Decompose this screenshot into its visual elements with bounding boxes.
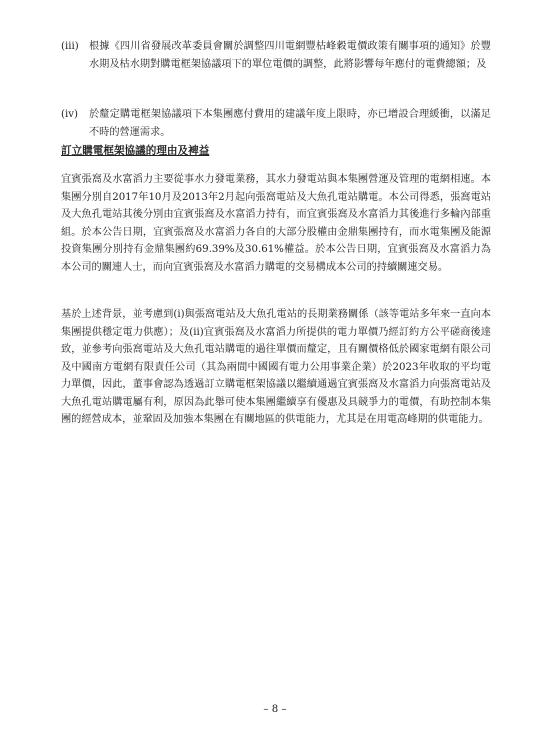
list-item-iii [61,38,491,73]
list-item-text: 根據《四川省發展改革委員會關於調整四川電網豐枯峰穀電價政策有關事項的通知》於豐水期及枯水期對購電框架協議項下的單位電價的調整，此將影響每年應付的電費總額；及 [89,41,491,70]
section-heading: 訂立購電框架協議的理由及裨益 [61,145,210,157]
list-item-number: (iv) [61,109,78,120]
body-paragraph-2: 基於上述背景，並考慮到(i)與張窩電站及大魚孔電站的長期業務關係（該等電站多年來一直向本集團提供穩定電力供應）；及(ii)宜賓張窩及水富滔力所提供的電力單價乃經訂約方公平磋商後達致，並參考向張窩電站及大魚孔電站購電的過往單價而釐定，且有關價格低於國家電網有限公司及中國南方電網有限責任公司（其為兩間中國國有電力公用事業企業）於2023年收取的平均電力單價，因此，董事會認為透過訂立購電框架協議以繼續通過宜賓張窩及水富滔力向張窩電站及大魚孔電站購電屬有利，原因為此舉可使本集團繼續享有優惠及具競爭力的電價，有助控制本集團的經營成本，並鞏固及加強本集團在有關地區的供電能力，尤其是在用電高峰期的供電能力。 [61,309,491,425]
body-paragraph-1: 宜賓張窩及水富滔力主要從事水力發電業務，其水力發電站與本集團營運及管理的電網相連。本集團分別自2017年10月及2013年2月起向張窩電站及大魚孔電站購電。本公司得悉，張窩電站及大魚孔電站其後分別由宜賓張窩及水富滔力持有，而宜賓張窩及水富滔力其後進行多輪內部重組。於本公告日期，宜賓張窩及水富滔力各自的大部分股權由金鼎集團持有，而水電集團及能源投資集團分別持有金鼎集團約69.39%及30.61%權益。於本公告日期，宜賓張窩及水富滔力為本公司的關連人士，而向宜賓張窩及水富滔力購電的交易構成本公司的持續關連交易。 [61,174,491,273]
list-item-text: 於釐定購電框架協議項下本集團應付費用的建議年度上限時，亦已增設合理緩衝，以滿足不時的營運需求。 [89,109,491,138]
list-item-iv [61,106,491,141]
page-number: – 8 – [263,704,287,715]
list-item-number: (iii) [61,41,79,52]
